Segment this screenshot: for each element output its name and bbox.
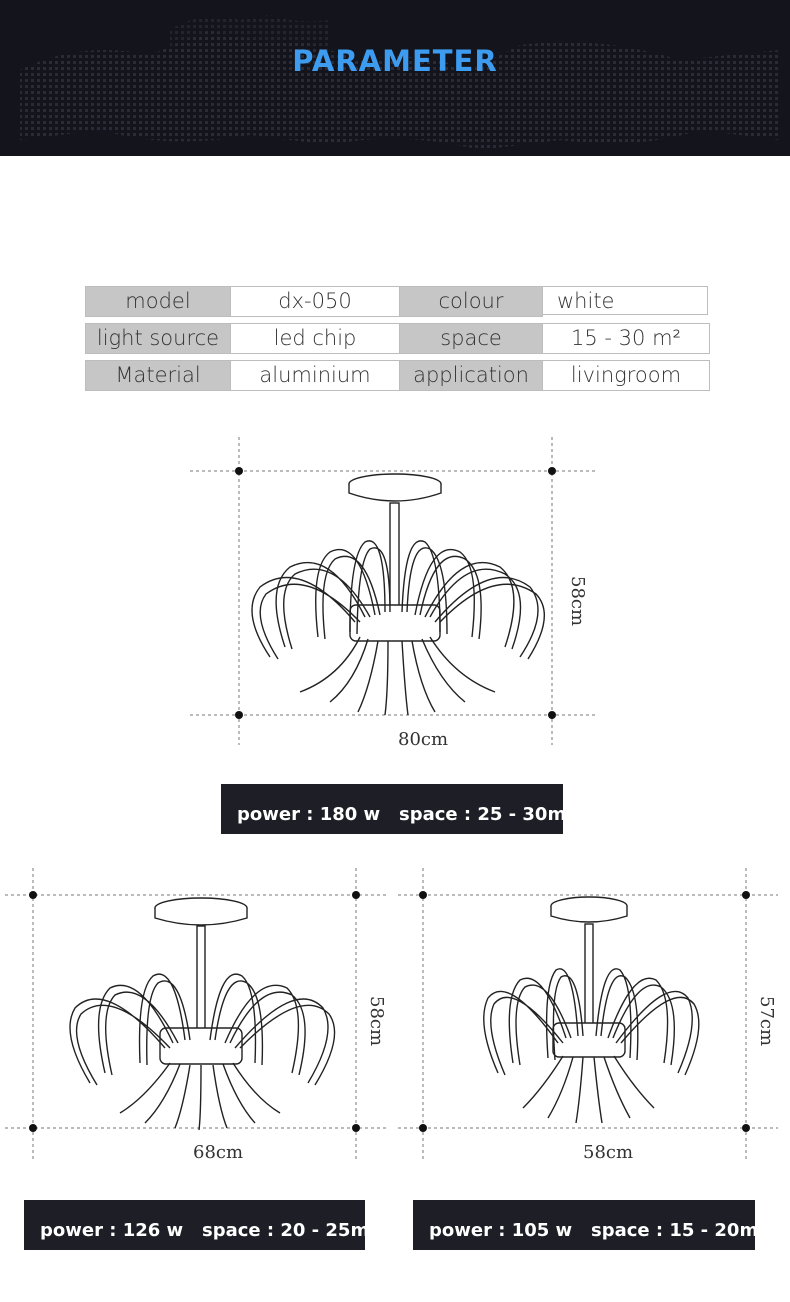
space-text: space : 25 - 30m xyxy=(398,804,567,825)
unit-text: ² xyxy=(764,1214,770,1228)
width-label: 58cm xyxy=(583,1142,634,1163)
spec-label: Material xyxy=(85,360,231,391)
page-title: PARAMETER xyxy=(292,44,498,78)
spec-badge-medium xyxy=(24,1200,381,1250)
height-label: 57cm xyxy=(756,996,777,1047)
space-text: space : 20 - 25m xyxy=(201,1220,370,1241)
spec-label: model xyxy=(85,286,231,317)
power-text: power : 126 w xyxy=(40,1220,184,1241)
lamp-diagram-medium xyxy=(5,868,390,1163)
spec-value: led chip xyxy=(230,323,400,354)
spec-row-2 xyxy=(85,323,710,354)
spec-value: livingroom xyxy=(542,360,710,391)
unit-text: ² xyxy=(375,1214,381,1228)
spec-label: space xyxy=(399,323,543,354)
height-label: 58cm xyxy=(366,996,387,1047)
spec-badge-large xyxy=(221,784,578,834)
space-text: space : 15 - 20m xyxy=(590,1220,759,1241)
lamp-diagram-large xyxy=(190,437,600,747)
spec-value: 15 - 30 m² xyxy=(542,323,710,354)
width-label: 80cm xyxy=(398,729,449,750)
unit-text: ² xyxy=(572,798,578,812)
header-banner xyxy=(0,0,790,156)
spec-label: light source xyxy=(85,323,231,354)
power-text: power : 105 w xyxy=(429,1220,573,1241)
spec-value: dx-050 xyxy=(230,286,400,317)
spec-value: white xyxy=(542,286,708,315)
spec-value: aluminium xyxy=(230,360,400,391)
spec-row-1 xyxy=(85,286,710,317)
width-label: 68cm xyxy=(193,1142,244,1163)
height-label: 58cm xyxy=(567,576,588,627)
spec-label: colour xyxy=(399,286,543,317)
power-text: power : 180 w xyxy=(237,804,381,825)
spec-label: application xyxy=(399,360,543,391)
spec-row-3 xyxy=(85,360,710,391)
world-map-pattern xyxy=(0,0,790,156)
lamp-diagram-small xyxy=(398,868,783,1163)
spec-badge-small xyxy=(413,1200,770,1250)
